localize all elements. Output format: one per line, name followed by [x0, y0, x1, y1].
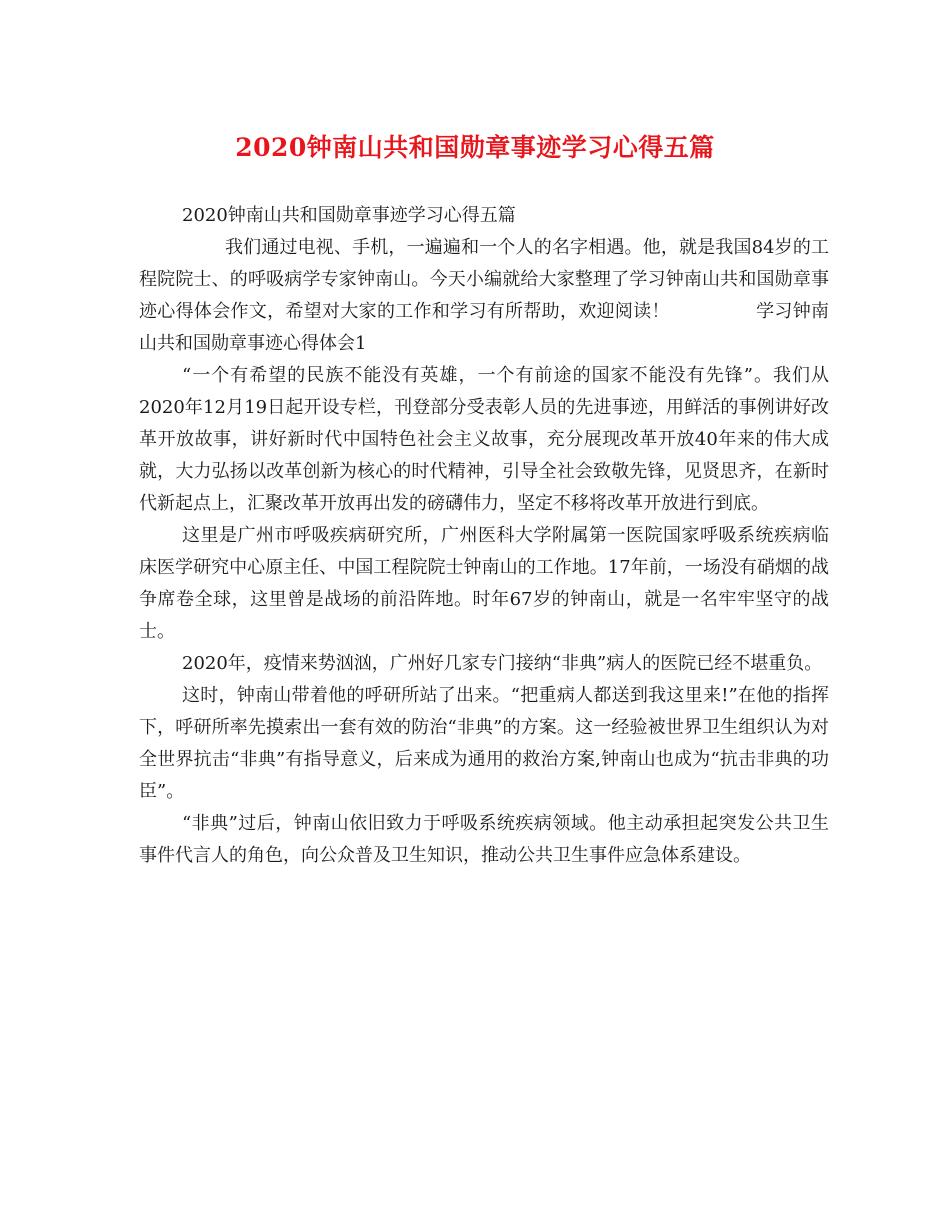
- section-heading: 学习钟南山共和国勋章事迹心得体会1: [139, 301, 830, 354]
- paragraph: “非典”过后，钟南山依旧致力于呼吸系统疾病领域。他主动承担起突发公共卫生事件代言人的角色，向公众普及卫生知识，推动公共卫生事件应急体系建设。: [139, 813, 829, 866]
- paragraph: 2020年，疫情来势汹汹，广州好几家专门接纳“非典”病人的医院已经不堪重负。: [182, 653, 823, 674]
- paragraph: 这时，钟南山带着他的呼研所站了出来。“把重病人都送到我这里来!”在他的指挥下，呼研所率先摸索出一套有效的防治“非典”的方案。这一经验被世界卫生组织认为对全世界抗击“非典”有指导意义，后来成为通用的救治方案,钟南山也成为“抗击非典的功臣”。: [139, 685, 829, 802]
- document-subtitle: 2020钟南山共和国勋章事迹学习心得五篇: [182, 205, 516, 226]
- intro-paragraph: [139, 232, 829, 360]
- document-body: [139, 200, 829, 872]
- paragraph: 这里是广州市呼吸疾病研究所，广州医科大学附属第一医院国家呼吸系统疾病临床医学研究中心原主任、中国工程院院士钟南山的工作地。17年前，一场没有硝烟的战争席卷全球，这里曾是战场的前沿阵地。时年67岁的钟南山，就是一名牢牢坚守的战士。: [139, 525, 829, 642]
- document-title: 2020钟南山共和国勋章事迹学习心得五篇: [235, 133, 715, 162]
- intro-text: 我们通过电视、手机，一遍遍和一个人的名字相遇。他，就是我国84岁的工程院院士、的呼吸病学专家钟南山。今天小编就给大家整理了学习钟南山共和国勋章事迹心得体会作文，希望对大家的工作和学习有所帮助，欢迎阅读！: [139, 237, 829, 322]
- paragraph: “一个有希望的民族不能没有英雄，一个有前途的国家不能没有先锋”。我们从2020年12月19日起开设专栏，刊登部分受表彰人员的先进事迹，用鲜活的事例讲好改革开放故事，讲好新时代中国特色社会主义故事，充分展现改革开放40年来的伟大成就，大力弘扬以改革创新为核心的时代精神，引导全社会致敬先锋，见贤思齐，在新时代新起点上，汇聚改革开放再出发的磅礴伟力，坚定不移将改革开放进行到底。: [139, 365, 829, 514]
